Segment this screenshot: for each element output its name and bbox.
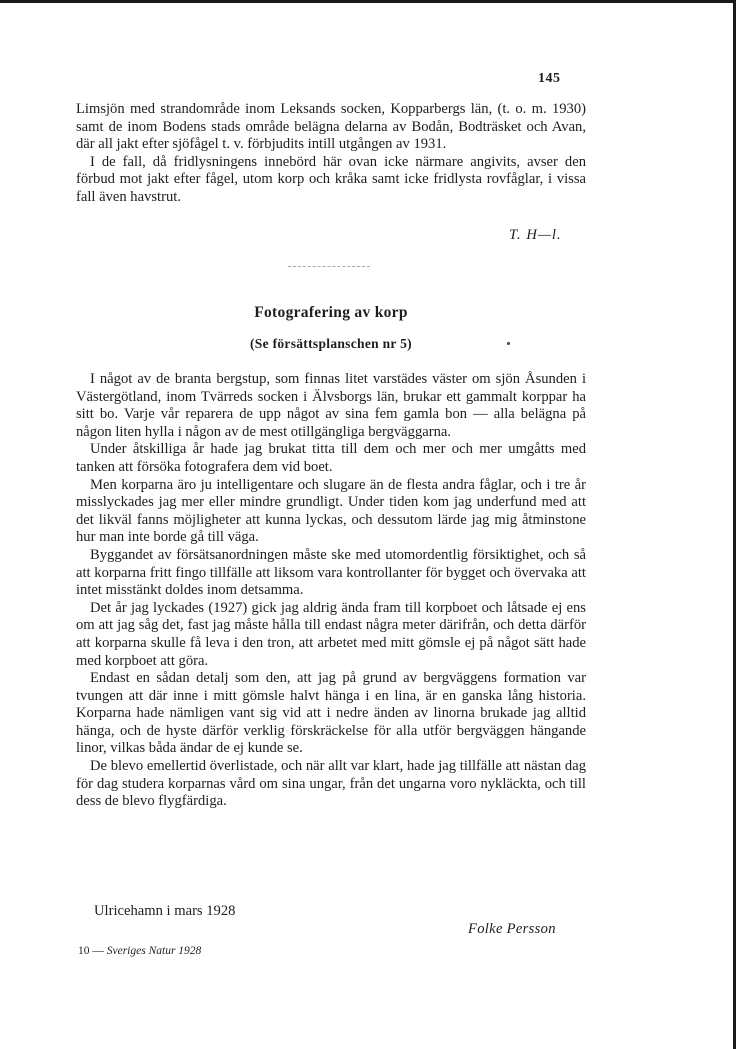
section-separator xyxy=(288,266,370,268)
footer-number: 10 xyxy=(78,945,90,957)
article-subtitle: (Se försättsplanschen nr 5) xyxy=(250,336,412,351)
intro-paragraph: I de fall, då fridlysningens innebörd här ovan icke närmare angivits, avser den förbud mot jakt efter fågel, utom korp och kråka samt icke fridlysta rovfåglar, i vissa fall även havstrut. xyxy=(76,153,586,205)
article-paragraph: I något av de branta bergstup, som finnas litet varstädes väster om sjön Åsunden i Västergötland, inom Tvärreds socken i Älvsborgs län, brukar ett gammalt korppar ha sitt bo. Varje vår reparera de upp något av sina fem gamla bon — alla belägna på någon liten hylla i någon av de mest otillgängliga bergväggarna. xyxy=(76,371,586,440)
author-signature: Folke Persson xyxy=(468,921,556,937)
article-paragraph: Under åtskilliga år hade jag brukat titta till dem och mer och mer umgåtts med tanken att försöka fotografera dem vid boet. xyxy=(76,441,586,475)
place-date: Ulricehamn i mars 1928 xyxy=(94,903,236,919)
article-paragraph: Byggandet av försätsanordningen måste ske med utomordentlig försiktighet, och så att korparna fritt fingo tillfälle att liksom vara kontrollanter för bygget och övervaka att intet misstänkt doldes inom detsamma. xyxy=(76,546,586,599)
article-paragraph: Det år jag lyckades (1927) gick jag aldrig ända fram till korpboet och låtsade ej ens om att jag såg det, fast jag måste hålla till endast några meter därifrån, och detta därför att korparna skulle få leva i den tron, att arbetet med mitt gömsle ej på något sätt hade med korpboet att göra. xyxy=(76,599,586,669)
footer-journal: Sveriges Natur 1928 xyxy=(106,945,202,957)
page-frame-top xyxy=(0,0,736,3)
article-paragraph: De blevo emellertid överlistade, och när allt var klart, hade jag tillfälle att nästan dag för dag studera korparnas vård om sina ungar, från det ungarna voro nykläckta, och till dess de blevo flygfärdiga. xyxy=(76,758,586,810)
article-body xyxy=(76,371,586,811)
article-title: Fotografering av korp xyxy=(254,304,408,321)
article-paragraph: Men korparna äro ju intelligentare och slugare än de flesta andra fåglar, och i tre år misslyckades jag mer eller mindre grundligt. Under tiden kom jag underfund med att det likväl fanns möjligheter att kunna lyckas, och dessutom lärde jag mig åtminstone hur man inte borde gå till väga. xyxy=(76,476,586,546)
intro-text xyxy=(76,101,586,207)
page-footer xyxy=(78,945,201,957)
print-speck xyxy=(507,342,510,345)
footer-dash: — xyxy=(92,945,104,957)
page-number: 145 xyxy=(538,71,561,86)
intro-paragraph: Limsjön med strandområde inom Leksands socken, Kopparbergs län, (t. o. m. 1930) samt de inom Bodens stads område belägna delarna av Bodån, Bodträsket och Avan, där all jakt efter sjöfågel t. v. förbjudits intill utgången av 1931. xyxy=(76,101,586,153)
intro-signature: T. H—l. xyxy=(509,227,562,243)
article-paragraph: Endast en sådan detalj som den, att jag på grund av bergväggens formation var tvungen att där inne i mitt gömsle halvt hänga i en lina, är en ganska lång historia. Korparna hade nämligen vant sig vid att i nedre änden av linorna brukade jag alltid hänga, och de hyste därför verklig förskräckelse för alla utför bergväggen hängande linor, vilkas båda ändar de ej kunde se. xyxy=(76,670,586,757)
